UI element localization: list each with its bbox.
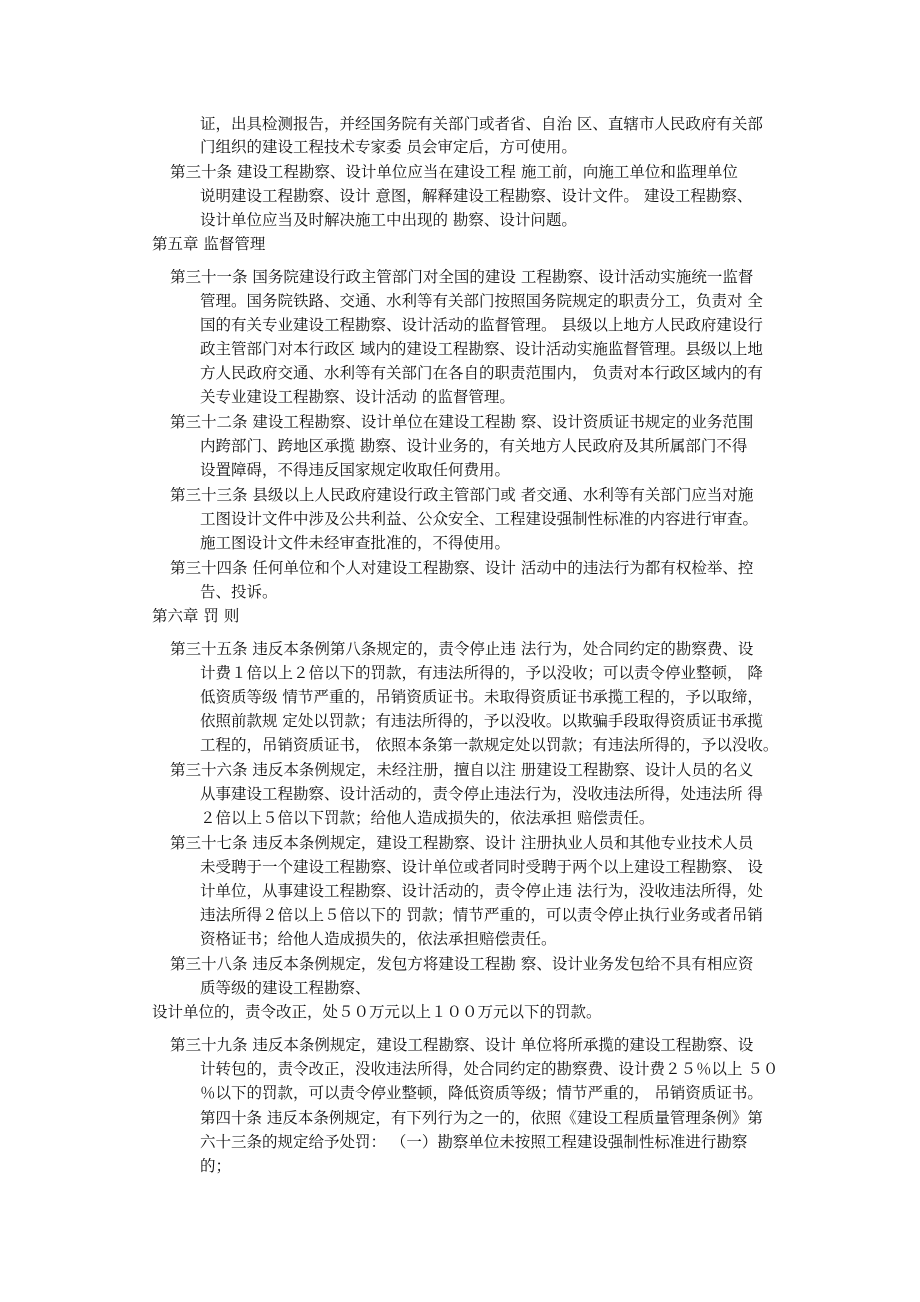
- article-line: 第三十一条 国务院建设行政主管部门对全国的建设 工程勘察、设计活动实施统一监督: [170, 268, 754, 286]
- text-line: 六十三条的规定给予处罚： （一）勘察单位未按照工程建设强制性标准进行勘察: [200, 1133, 748, 1151]
- text-line: 的；: [200, 1157, 232, 1175]
- text-line: 计转包的，责令改正，没收违法所得，处合同约定的勘察费、设计费２５％以上 ５０: [200, 1060, 779, 1078]
- text-line: 依照前款规 定处以罚款；有违法所得的，予以没收。以欺骗手段取得资质证书承揽: [200, 712, 763, 730]
- text-line: 国的有关专业建设工程勘察、设计活动的监督管理。 县级以上地方人民政府建设行: [200, 316, 763, 334]
- article-line: 第三十九条 违反本条例规定，建设工程勘察、设计 单位将所承揽的建设工程勘察、设: [170, 1036, 754, 1054]
- text-line: 说明建设工程勘察、设计 意图，解释建设工程勘察、设计文件。 建设工程勘察、: [200, 187, 753, 205]
- chapter-heading: 第六章 罚 则: [152, 607, 240, 625]
- text-line: 内跨部门、跨地区承揽 勘察、设计业务的，有关地方人民政府及其所属部门不得: [200, 437, 748, 455]
- text-line: 违法所得２倍以上５倍以下的 罚款；情节严重的，可以责令停止执行业务或者吊销: [200, 906, 763, 924]
- text-line: 设计单位的，责令改正，处５０万元以上１００万元以下的罚款。: [152, 1003, 602, 1021]
- article-line: 第三十六条 违反本条例规定，未经注册，擅自以注 册建设工程勘察、设计人员的名义: [170, 761, 754, 779]
- text-line: ％以下的罚款，可以责令停业整顿，降低资质等级；情节严重的， 吊销资质证书。: [200, 1084, 763, 1102]
- text-line: 证，出具检测报告，并经国务院有关部门或者省、自治 区、直辖市人民政府有关部: [200, 115, 763, 133]
- article-line: 第三十七条 违反本条例规定，建设工程勘察、设计 注册执业人员和其他专业技术人员: [170, 834, 754, 852]
- text-line: 管理。国务院铁路、交通、水利等有关部门按照国务院规定的职责分工，负责对 全: [200, 292, 763, 310]
- text-line: 工程的，吊销资质证书， 依照本条第一款规定处以罚款；有违法所得的，予以没收。: [200, 736, 779, 754]
- article-line: 第四十条 违反本条例规定，有下列行为之一的，依照《建设工程质量管理条例》第: [200, 1109, 763, 1127]
- text-line: 方人民政府交通、水利等有关部门在各自的职责范围内， 负责对本行政区域内的有: [200, 364, 763, 382]
- article-line: 第三十四条 任何单位和个人对建设工程勘察、设计 活动中的违法行为都有权检举、控: [170, 559, 754, 577]
- text-line: 设置障碍，不得违反国家规定收取任何费用。: [200, 461, 511, 479]
- text-line: 质等级的建设工程勘察、: [200, 979, 371, 997]
- chapter-heading: 第五章 监督管理: [152, 235, 266, 253]
- article-line: 第三十二条 建设工程勘察、设计单位在建设工程勘 察、设计资质证书规定的业务范围: [170, 413, 754, 431]
- text-line: 政主管部门对本行政区 域内的建设工程勘察、设计活动实施监督管理。县级以上地: [200, 340, 763, 358]
- text-line: 告、投诉。: [200, 583, 278, 601]
- text-line: ２倍以上５倍以下罚款；给他人造成损失的，依法承担 赔偿责任。: [200, 809, 655, 827]
- text-line: 计单位，从事建设工程勘察、设计活动的，责令停止违 法行为，没收违法所得，处: [200, 882, 763, 900]
- article-line: 第三十条 建设工程勘察、设计单位应当在建设工程 施工前，向施工单位和监理单位: [170, 163, 738, 181]
- text-line: 计费１倍以上２倍以下的罚款，有违法所得的，予以没收；可以责令停业整顿， 降: [200, 664, 763, 682]
- text-line: 门组织的建设工程技术专家委 员会审定后，方可使用。: [200, 138, 577, 156]
- text-line: 未受聘于一个建设工程勘察、设计单位或者同时受聘于两个以上建设工程勘察、 设: [200, 858, 763, 876]
- text-line: 从事建设工程勘察、设计活动的，责令停止违法行为，没收违法所得，处违法所 得: [200, 785, 763, 803]
- article-line: 第三十五条 违反本条例第八条规定的，责令停止违 法行为，处合同约定的勘察费、设: [170, 640, 754, 658]
- article-line: 第三十三条 县级以上人民政府建设行政主管部门或 者交通、水利等有关部门应当对施: [170, 486, 754, 504]
- text-line: 设计单位应当及时解决施工中出现的 勘察、设计问题。: [200, 211, 577, 229]
- article-line: 第三十八条 违反本条例规定，发包方将建设工程勘 察、设计业务发包给不具有相应资: [170, 955, 754, 973]
- text-line: 资格证书；给他人造成损失的，依法承担赔偿责任。: [200, 930, 557, 948]
- text-line: 低资质等级 情节严重的，吊销资质证书。未取得资质证书承揽工程的，予以取缔，: [200, 688, 763, 706]
- text-line: 工图设计文件中涉及公共利益、公众安全、工程建设强制性标准的内容进行审查。: [200, 510, 759, 528]
- text-line: 施工图设计文件未经审查批准的，不得使用。: [200, 534, 511, 552]
- text-line: 关专业建设工程勘察、设计活动 的监督管理。: [200, 388, 515, 406]
